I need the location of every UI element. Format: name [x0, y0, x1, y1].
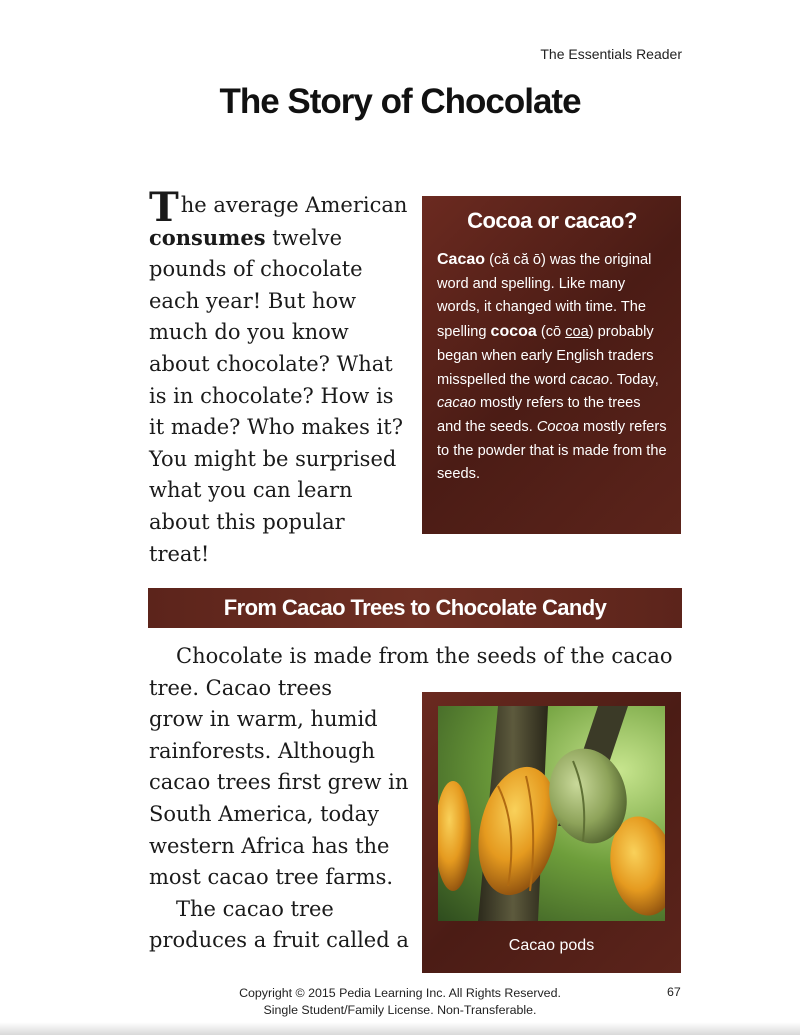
sidebar-word-cacao: Cacao	[437, 251, 486, 268]
sidebar-italic-word: cacao	[570, 371, 609, 388]
sidebar-text: ) probably began when early English traders misspelled the word	[437, 324, 654, 388]
sidebar-text: mostly refers to the powder that is made from the seeds.	[437, 418, 667, 483]
body-line: produces a fruit called a	[149, 928, 409, 953]
figure-caption: Cacao pods	[508, 937, 595, 954]
body-line: grow in warm, humid	[149, 707, 378, 732]
drop-cap: T	[149, 184, 179, 231]
copyright-line: Copyright © 2015 Pedia Learning Inc. All Rights Reserved.	[239, 986, 561, 1000]
sidebar-italic-word: cacao	[437, 395, 476, 412]
body-line: rainforests. Although	[149, 738, 376, 763]
intro-bold-word: consumes	[149, 224, 266, 250]
body-line: tree. Cacao trees	[149, 675, 332, 700]
intro-text-rest: twelve pounds of chocolate each year! But how much do you know about chocolate? What is in chocolate? How is it made? Who makes it? You might be surprised what you can learn about this popular treat!	[149, 225, 403, 566]
body-line: most cacao tree farms.	[149, 865, 394, 890]
license-line: Single Student/Family License. Non-Transferable.	[263, 1002, 537, 1017]
cocoa-cacao-sidebar	[422, 196, 681, 534]
sidebar-title: Cocoa or cacao?	[467, 208, 637, 233]
body-line: The cacao tree	[176, 896, 334, 921]
page-bottom-edge	[0, 1022, 800, 1035]
sidebar-text: . Today,	[608, 371, 659, 388]
sidebar-word-cocoa: cocoa	[490, 323, 537, 341]
cacao-pods-illustration	[438, 706, 665, 921]
cacao-pods-figure	[422, 692, 681, 973]
cacao-pods-photo	[438, 706, 665, 921]
body-line: cacao trees first grew in	[149, 770, 409, 795]
body-line: Chocolate is made from the seeds of the cacao	[176, 644, 673, 668]
body-line: South America, today	[149, 801, 379, 826]
section-heading-banner: From Cacao Trees to Chocolate Candy	[148, 588, 682, 628]
page-title: The Story of Chocolate	[219, 82, 581, 121]
intro-text-start: he average American	[180, 193, 408, 217]
sidebar-text: mostly refers to the trees and the seeds.	[437, 395, 641, 435]
sidebar-italic-word: Cocoa	[536, 418, 579, 435]
body-line: western Africa has the	[149, 833, 390, 858]
sidebar-text: (cō	[536, 324, 566, 341]
reader-name: The Essentials Reader	[540, 46, 682, 62]
sidebar-text: (că că ō) was the original word and spelling. Like many words, it changed with time. The spelling	[437, 252, 652, 341]
sidebar-underlined-syllable: coa	[565, 324, 589, 341]
page-number: 67	[667, 985, 681, 999]
intro-paragraph	[149, 184, 411, 570]
sidebar-body	[437, 248, 667, 487]
